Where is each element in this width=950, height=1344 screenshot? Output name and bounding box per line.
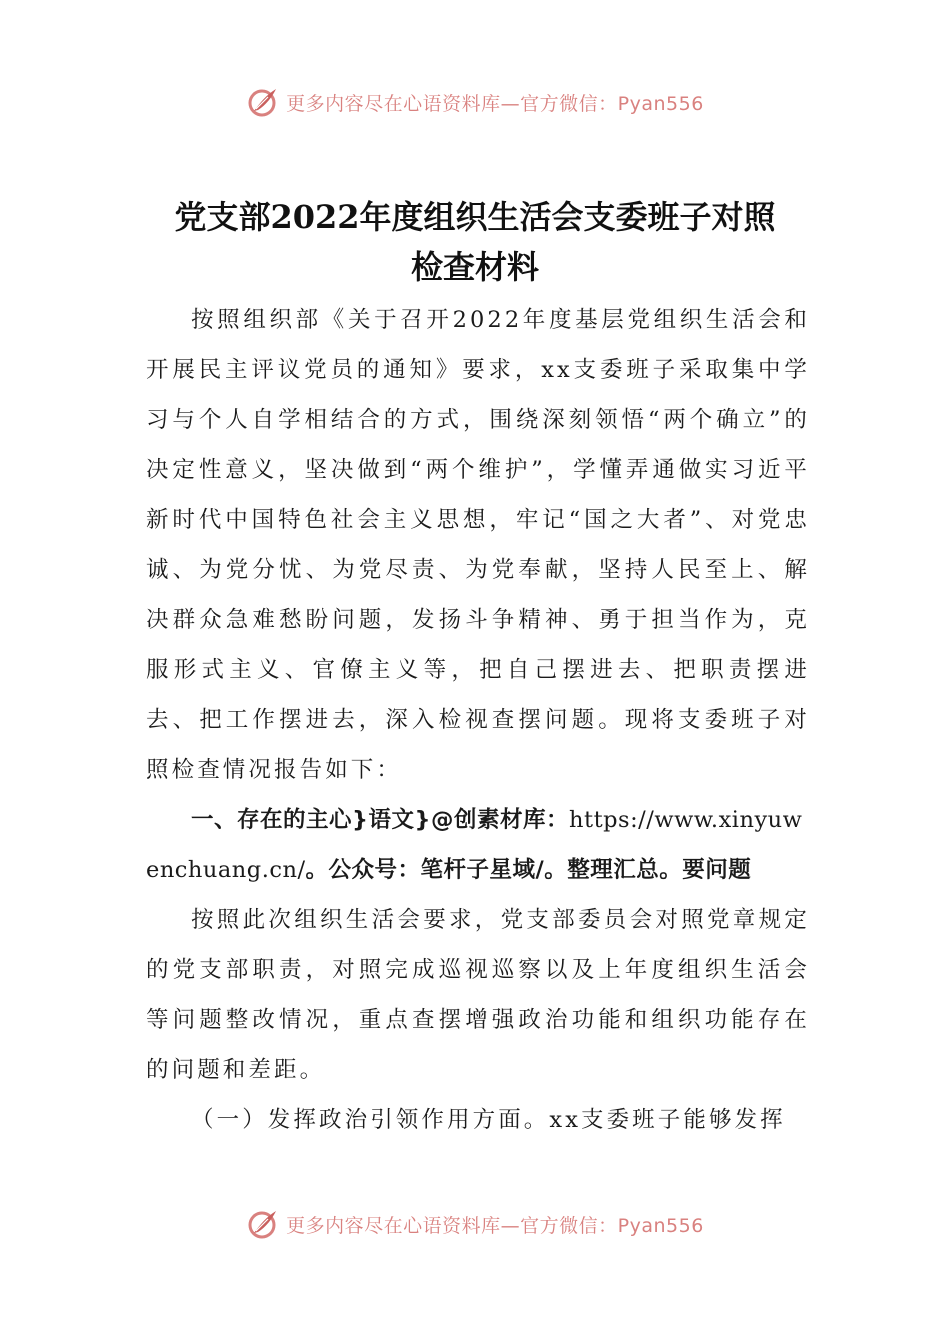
footer-text: 更多内容尽在心语资料库—官方微信：Pyan556: [286, 1214, 704, 1237]
section-heading: [146, 795, 810, 895]
footer-watermark: [246, 1207, 704, 1240]
section-heading-part-2: 。公众号：笔杆子星域/。整理汇总。要问题: [305, 857, 752, 883]
title-line-1: 党支部2022年度组织生活会支委班子对照: [174, 198, 776, 236]
intro-paragraph: 按照组织部《关于召开2022年度基层党组织生活会和开展民主评议党员的通知》要求，xx支委班子采取集中学习与个人自学相结合的方式，围绕深刻领悟“两个确立”的决定性意义，坚决做到“两个维护”，学懂弄通做实习近平新时代中国特色社会主义思想，牢记“国之大者”、对党忠诚、为党分忧、为党尽责、为党奉献，坚持人民至上、解决群众急难愁盼问题，发扬斗争精神、勇于担当作为，克服形式主义、官僚主义等，把自己摆进去、把职责摆进去、把工作摆进去，深入检视查摆问题。现将支委班子对照检查情况报告如下：: [146, 307, 810, 783]
document-body: [146, 295, 810, 1145]
header-watermark: [246, 85, 704, 119]
section-paragraph: 按照此次组织生活会要求，党支部委员会对照党章规定的党支部职责，对照完成巡视巡察以及上年度组织生活会等问题整改情况，重点查摆增强政治功能和组织功能存在的问题和差距。: [146, 907, 810, 1083]
quill-pen-circle-icon: [246, 85, 280, 119]
header-text: 更多内容尽在心语资料库—官方微信：Pyan556: [286, 92, 704, 115]
subsection-paragraph: （一）发挥政治引领作用方面。xx支委班子能够发挥: [191, 1107, 786, 1133]
quill-pen-circle-icon: [246, 1207, 280, 1240]
document-title: [120, 192, 830, 292]
page-header: [0, 82, 950, 122]
page-footer: [0, 1200, 950, 1240]
title-line-2: 检查材料: [410, 248, 539, 286]
section-heading-part-1: 一、存在的主心}语文}@创素材库：: [191, 807, 570, 833]
section-heading-url: https://www.xinyuwenchuang.cn/: [146, 807, 803, 883]
